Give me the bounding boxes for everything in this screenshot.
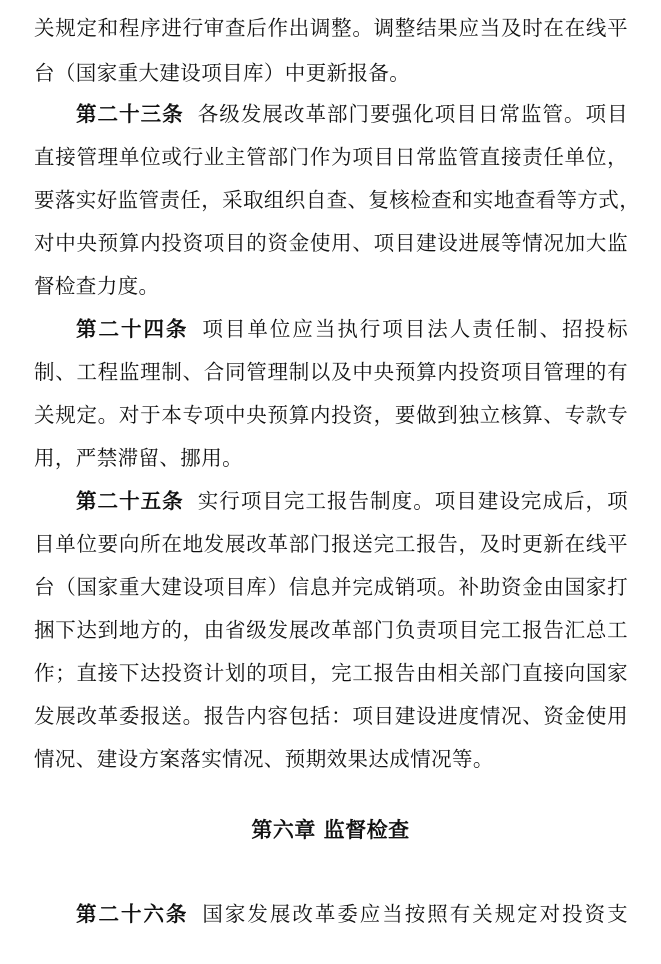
paragraph-line: 督检查力度。 (34, 274, 160, 298)
article-25-number: 第二十五条 (76, 489, 184, 513)
article-24-text: 项目单位应当执行项目法人责任制、招投标 (202, 317, 629, 341)
paragraph-line: 用，严禁滞留、挪用。 (34, 446, 243, 470)
article-24-number: 第二十四条 (76, 317, 189, 341)
paragraph-line: 关规定。对于本专项中央预算内投资，要做到独立核算、专款专 (34, 403, 628, 427)
article-23-first-line (76, 97, 628, 131)
paragraph-line: 目单位要向所在地发展改革部门报送完工报告，及时更新在线平 (34, 532, 628, 556)
paragraph-line: 台（国家重大建设项目库）中更新报备。 (34, 61, 411, 85)
paragraph-line: 发展改革委报送。报告内容包括：项目建设进度情况、资金使用 (34, 704, 628, 728)
article-23-text: 各级发展改革部门要强化项目日常监管。项目 (197, 102, 629, 126)
paragraph-line: 制、工程监理制、合同管理制以及中央预算内投资项目管理的有 (34, 360, 628, 384)
paragraph-line: 对中央预算内投资项目的资金使用、项目建设进展等情况加大监 (34, 231, 628, 255)
article-26-first-line (76, 897, 628, 931)
article-26-number: 第二十六条 (76, 902, 189, 926)
paragraph-line: 情况、建设方案落实情况、预期效果达成情况等。 (34, 747, 494, 771)
article-26-text: 国家发展改革委应当按照有关规定对投资支 (202, 902, 629, 926)
article-25-text: 实行项目完工报告制度。项目建设完成后，项 (197, 489, 629, 513)
article-25-first-line (76, 484, 628, 518)
paragraph-line: 要落实好监管责任，采取组织自查、复核检查和实地查看等方式， (34, 188, 641, 212)
chapter-heading: 第六章 监督检查 (251, 817, 410, 842)
paragraph-line: 台（国家重大建设项目库）信息并完成销项。补助资金由国家打 (34, 575, 628, 599)
paragraph-line: 直接管理单位或行业主管部门作为项目日常监管直接责任单位， (34, 145, 628, 169)
paragraph-line: 捆下达到地方的，由省级发展改革部门负责项目完工报告汇总工 (34, 618, 628, 642)
paragraph-line: 关规定和程序进行审查后作出调整。调整结果应当及时在在线平 (34, 16, 628, 40)
article-24-first-line (76, 312, 628, 346)
article-23-number: 第二十三条 (76, 102, 184, 126)
paragraph-line: 作；直接下达投资计划的项目，完工报告由相关部门直接向国家 (34, 661, 628, 685)
